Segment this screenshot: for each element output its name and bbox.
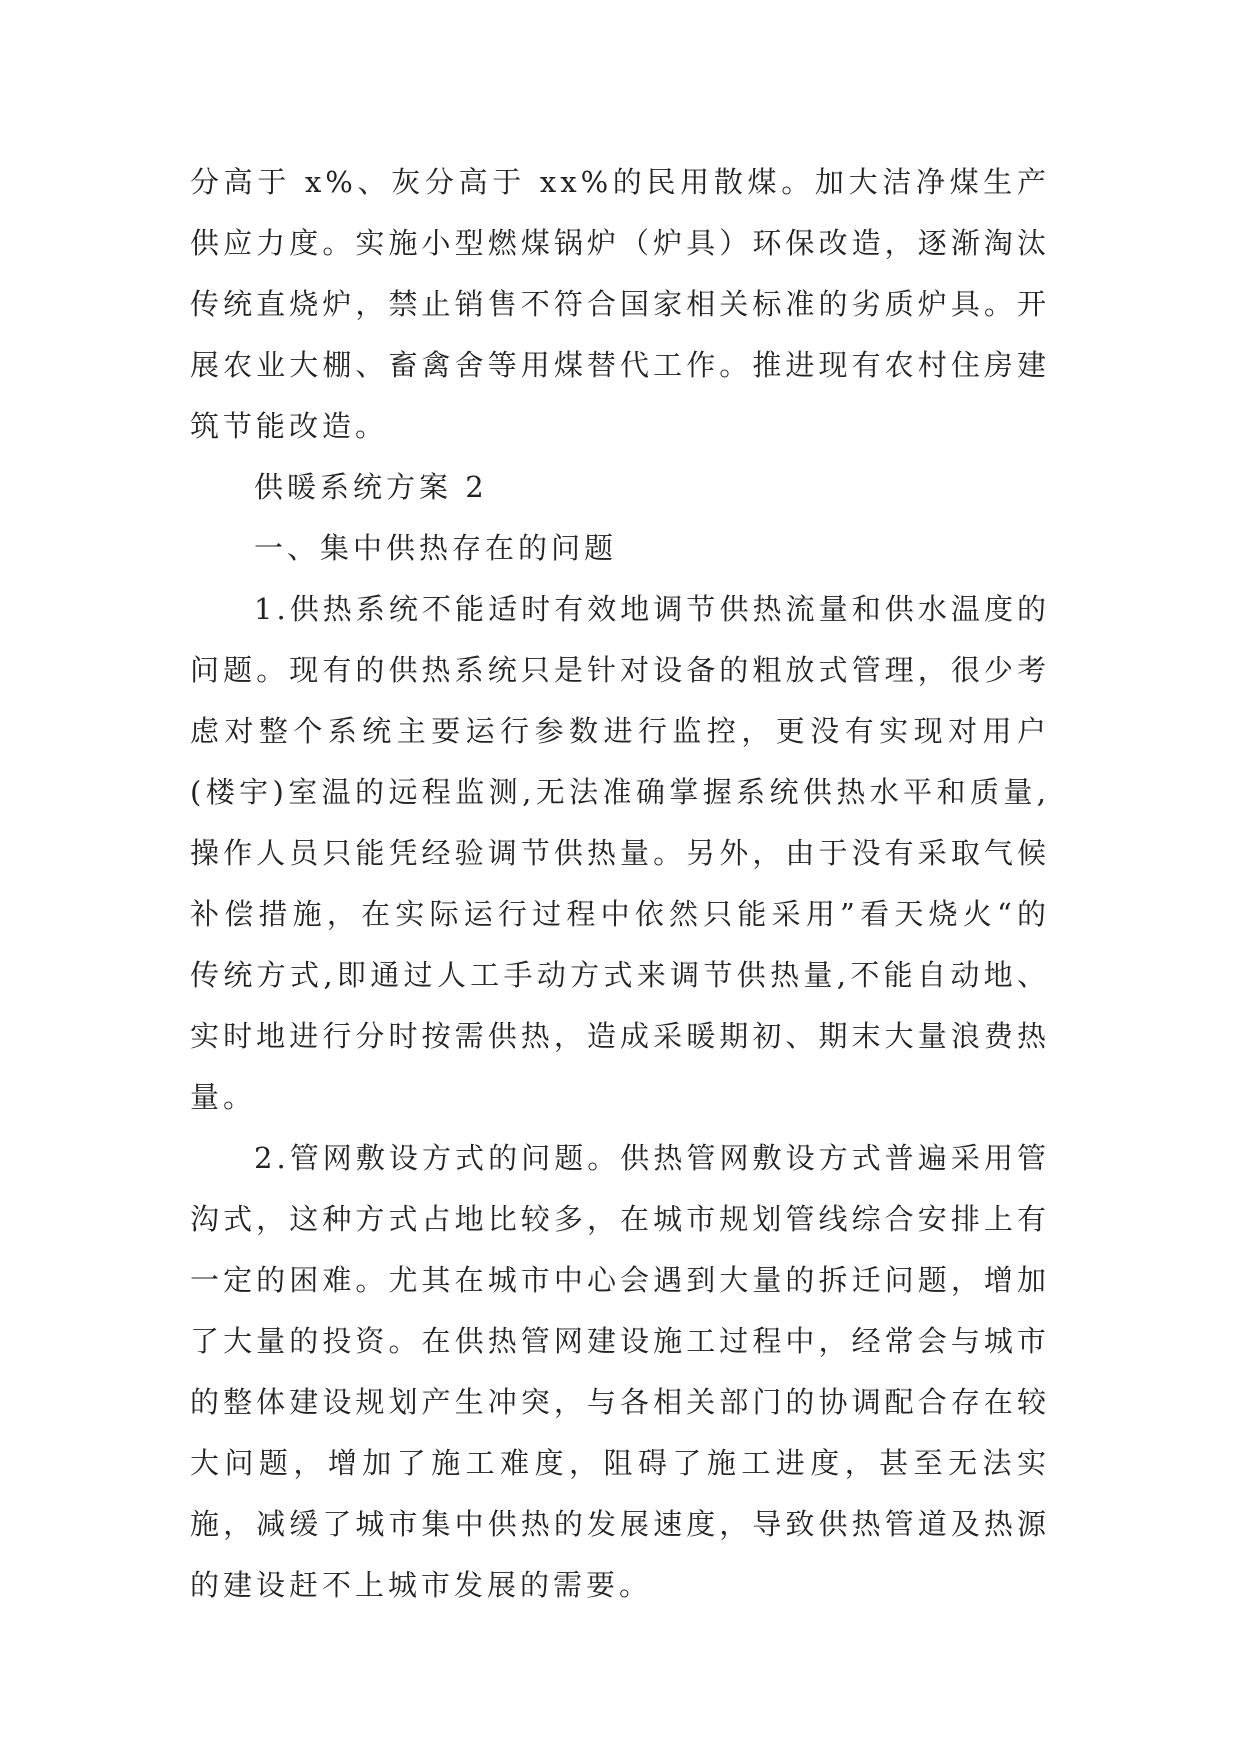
document-body [190,152,1050,1616]
section-heading: 一、集中供热存在的问题 [254,531,618,565]
problem-item-2: 2.管网敷设方式的问题。供热管网敷设方式普遍采用管沟式，这种方式占地比较多，在城市规划管线综合安排上有一定的困难。尤其在城市中心会遇到大量的拆迁问题，增加了大量的投资。在供热管网建设施工过程中，经常会与城市的整体建设规划产生冲突，与各相关部门的协调配合存在较大问题，增加了施工难度，阻碍了施工进度，甚至无法实施，减缓了城市集中供热的发展速度，导致供热管道及热源的建设赶不上城市发展的需要。 [190,1141,1050,1602]
plan-title: 供暖系统方案 2 [254,470,488,504]
problem-item-1: 1.供热系统不能适时有效地调节供热流量和供水温度的问题。现有的供热系统只是针对设备的粗放式管理，很少考虑对整个系统主要运行参数进行监控，更没有实现对用户(楼宇)室温的远程监测,无法准确掌握系统供热水平和质量,操作人员只能凭经验调节供热量。另外，由于没有采取气候补偿措施，在实际运行过程中依然只能采用”看天烧火“的传统方式,即通过人工手动方式来调节供热量,不能自动地、实时地进行分时按需供热，造成采暖期初、期末大量浪费热量。 [190,592,1050,1114]
continued-paragraph: 分高于 x%、灰分高于 xx%的民用散煤。加大洁净煤生产供应力度。实施小型燃煤锅炉（炉具）环保改造，逐渐淘汰传统直烧炉，禁止销售不符合国家相关标准的劣质炉具。开展农业大棚、畜禽舍等用煤替代工作。推进现有农村住房建筑节能改造。 [190,165,1050,443]
